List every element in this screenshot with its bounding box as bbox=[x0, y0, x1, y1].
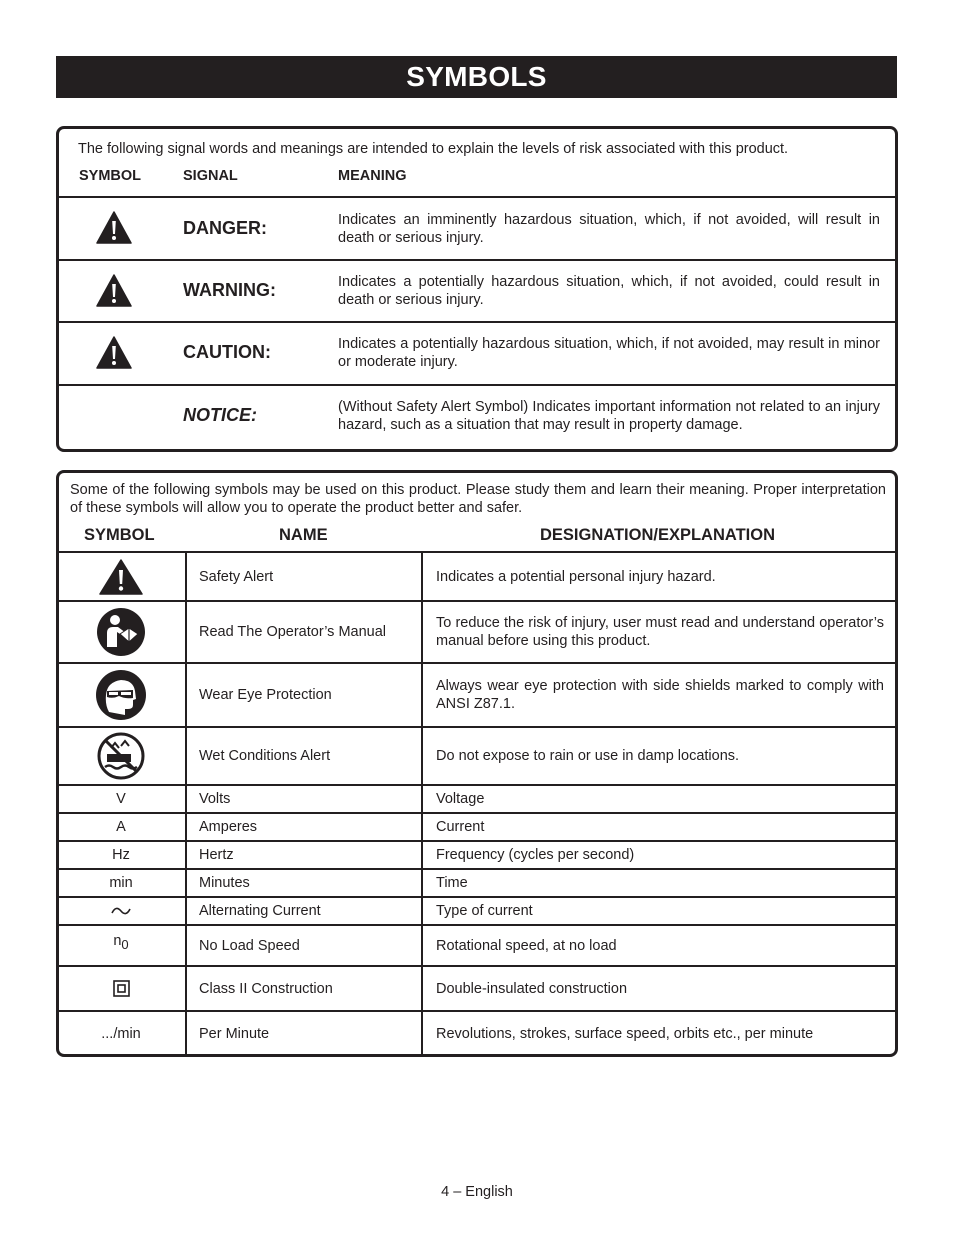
page-footer: 4 – English bbox=[441, 1184, 513, 1200]
table-row bbox=[59, 868, 895, 896]
symbol-name: Wet Conditions Alert bbox=[185, 728, 421, 784]
symbol-name: Safety Alert bbox=[185, 553, 421, 600]
table-row bbox=[59, 1010, 895, 1056]
symbols-box bbox=[56, 470, 898, 1057]
table-row bbox=[59, 551, 895, 600]
eye-protection-icon bbox=[95, 669, 147, 721]
signal-row-warning bbox=[59, 259, 895, 321]
class-ii-icon bbox=[113, 980, 130, 997]
symbols-header-name: NAME bbox=[279, 526, 328, 544]
symbol-designation: Revolutions, strokes, surface speed, orbits etc., per minute bbox=[421, 1012, 895, 1056]
table-row bbox=[59, 784, 895, 812]
symbol-designation: Type of current bbox=[421, 898, 895, 924]
signal-word: WARNING: bbox=[183, 280, 276, 300]
signal-meaning: Indicates an imminently hazardous situation, which, if not avoided, will result in death or serious injury. bbox=[338, 212, 880, 246]
signal-row-danger bbox=[59, 196, 895, 259]
signal-row-notice bbox=[59, 384, 895, 451]
symbol-text: A bbox=[116, 819, 126, 835]
signal-header-symbol: SYMBOL bbox=[79, 168, 142, 184]
symbol-designation: Indicates a potential personal injury hazard. bbox=[421, 553, 895, 600]
signal-word: NOTICE: bbox=[183, 405, 257, 425]
symbol-text: V bbox=[116, 791, 126, 807]
symbols-intro: Some of the following symbols may be used on this product. Please study them and learn their meaning. Proper interpretation of these symbols will allow you to operate the product better and safer. bbox=[70, 482, 886, 516]
symbol-name: Read The Operator’s Manual bbox=[185, 602, 421, 662]
symbol-designation: Always wear eye protection with side shields marked to comply with ANSI Z87.1. bbox=[421, 664, 895, 726]
warning-triangle-icon bbox=[96, 211, 132, 244]
symbol-name: Amperes bbox=[185, 814, 421, 840]
symbol-designation: Do not expose to rain or use in damp locations. bbox=[421, 728, 895, 784]
symbol-designation: To reduce the risk of injury, user must read and understand operator’s manual before using this product. bbox=[421, 602, 895, 662]
table-row bbox=[59, 812, 895, 840]
table-row bbox=[59, 726, 895, 784]
signal-meaning: (Without Safety Alert Symbol) Indicates important information not related to an injury hazard, such as a situation that may result in property damage. bbox=[338, 399, 880, 433]
signal-row-caution bbox=[59, 321, 895, 384]
symbol-text: Hz bbox=[112, 847, 130, 863]
safety-alert-icon bbox=[99, 559, 143, 595]
symbol-designation: Current bbox=[421, 814, 895, 840]
table-row bbox=[59, 924, 895, 965]
signal-header-meaning: MEANING bbox=[338, 168, 407, 184]
no-load-n: n bbox=[113, 932, 122, 949]
table-row bbox=[59, 965, 895, 1010]
alternating-current-icon bbox=[110, 904, 132, 918]
table-row bbox=[59, 896, 895, 924]
symbol-name: Class II Construction bbox=[185, 967, 421, 1010]
symbols-header-designation: DESIGNATION/EXPLANATION bbox=[540, 526, 775, 544]
symbol-name: Volts bbox=[185, 786, 421, 812]
table-row bbox=[59, 600, 895, 662]
signal-meaning: Indicates a potentially hazardous situation, which, if not avoided, may result in minor or moderate injury. bbox=[338, 336, 880, 370]
warning-triangle-icon bbox=[96, 336, 132, 369]
table-row bbox=[59, 840, 895, 868]
symbol-text: min bbox=[109, 875, 133, 891]
symbol-name: Hertz bbox=[185, 842, 421, 868]
symbol-name: Per Minute bbox=[185, 1012, 421, 1056]
symbol-name: Alternating Current bbox=[185, 898, 421, 924]
signal-intro: The following signal words and meanings are intended to explain the levels of risk associated with this product. bbox=[78, 141, 789, 157]
wet-conditions-icon bbox=[97, 732, 145, 780]
symbol-designation: Time bbox=[421, 870, 895, 896]
signal-words-box bbox=[56, 126, 898, 452]
page-title: SYMBOLS bbox=[56, 56, 897, 98]
read-manual-icon bbox=[96, 607, 146, 657]
symbol-designation: Voltage bbox=[421, 786, 895, 812]
no-load-speed-icon bbox=[113, 932, 128, 950]
signal-header-signal: SIGNAL bbox=[183, 168, 238, 184]
symbol-name: No Load Speed bbox=[185, 926, 421, 965]
signal-word: DANGER: bbox=[183, 218, 267, 238]
warning-triangle-icon bbox=[96, 274, 132, 307]
symbol-name: Wear Eye Protection bbox=[185, 664, 421, 726]
symbol-designation: Rotational speed, at no load bbox=[421, 926, 895, 965]
symbols-header-symbol: SYMBOL bbox=[84, 526, 155, 544]
signal-meaning: Indicates a potentially hazardous situation, which, if not avoided, could result in death or serious injury. bbox=[338, 274, 880, 308]
symbol-name: Minutes bbox=[185, 870, 421, 896]
no-load-sub: 0 bbox=[121, 936, 129, 952]
symbol-designation: Frequency (cycles per second) bbox=[421, 842, 895, 868]
symbol-designation: Double-insulated construction bbox=[421, 967, 895, 1010]
table-row bbox=[59, 662, 895, 726]
signal-word: CAUTION: bbox=[183, 342, 271, 362]
symbol-text: .../min bbox=[101, 1026, 141, 1042]
